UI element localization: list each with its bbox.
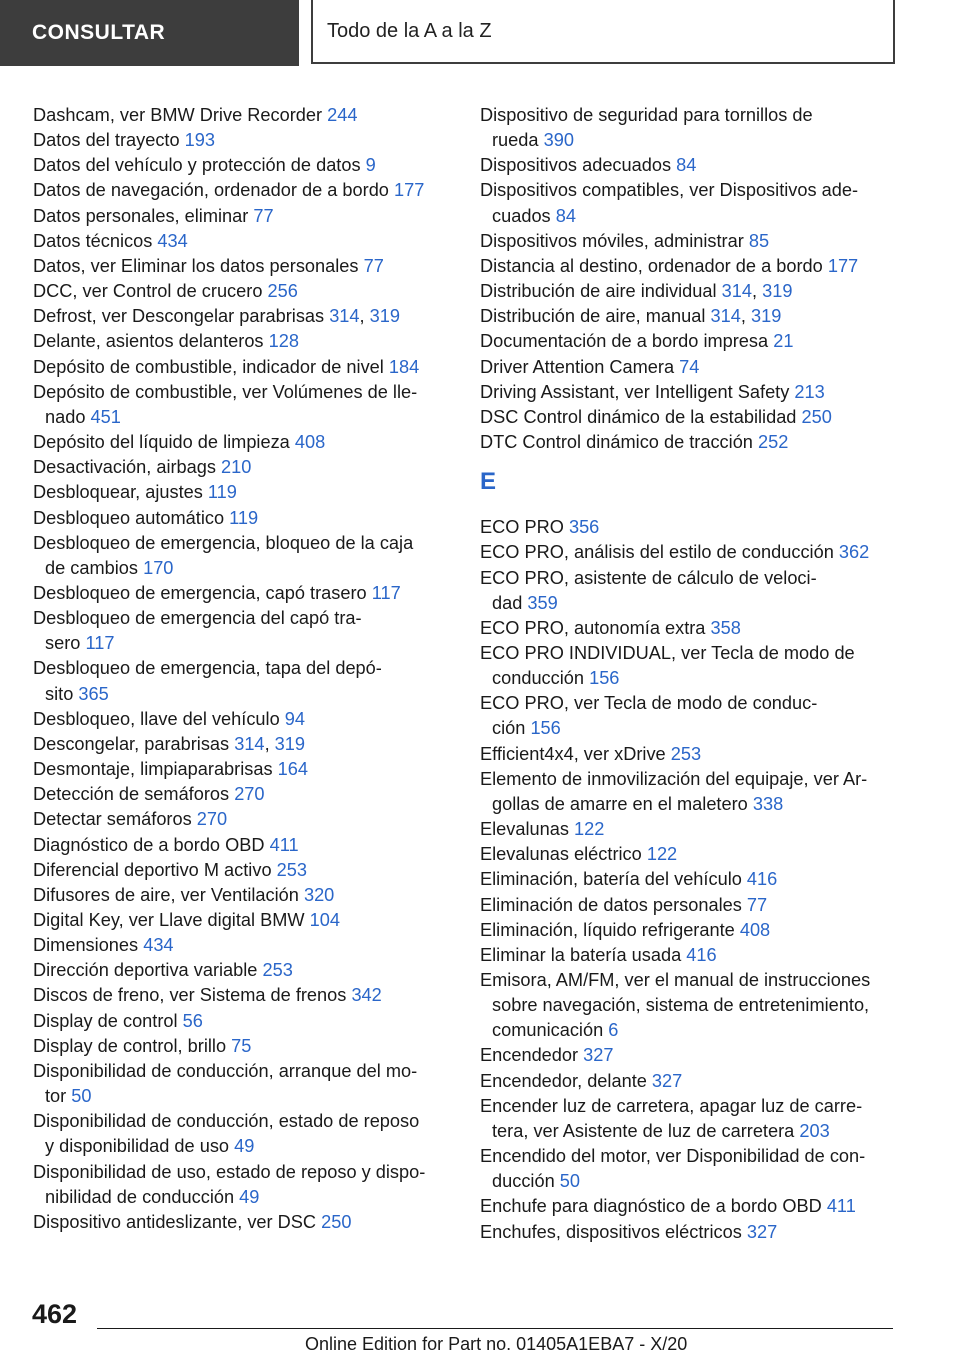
page-reference-link[interactable]: 320 [303, 884, 335, 905]
index-entry-term: Datos del trayecto [33, 130, 180, 151]
index-entry [33, 782, 453, 807]
index-entry-term: Depósito del líquido de limpieza [33, 432, 290, 453]
index-entry [480, 1194, 905, 1219]
index-entry [480, 616, 905, 641]
index-entry-term: Disponibilidad de conducción, arranque del mo- tor [33, 1060, 418, 1107]
index-entry: Descongelar, parabrisas 314, 319 [33, 733, 306, 754]
index-entry [480, 153, 905, 178]
page-number: 462 [32, 1299, 78, 1329]
page-reference-link[interactable]: 94 [284, 708, 306, 729]
index-entry [480, 691, 905, 741]
index-entry-term: Delante, asientos delanteros [33, 331, 264, 352]
page-reference-link[interactable]: 253 [670, 743, 702, 764]
index-entry [33, 858, 453, 883]
index-entry-term: DTC Control dinámico de tracción [480, 432, 753, 453]
page-reference-link[interactable]: 362 [838, 542, 870, 563]
index-entry-term: Datos técnicos [33, 230, 153, 251]
page-reference-link[interactable]: 128 [268, 331, 299, 352]
index-entry [33, 204, 453, 229]
page-reference-link[interactable]: 85 [748, 230, 770, 251]
page-reference-link[interactable]: 356 [568, 517, 600, 538]
page-reference-link[interactable]: 314 [710, 306, 741, 327]
section-letter-e: E [480, 468, 497, 496]
index-entry: Distribución de aire individual 314, 319 [480, 281, 793, 302]
index-entry [33, 506, 453, 531]
index-entry: Distribución de aire, manual 314, 319 [480, 306, 782, 327]
page-reference-link[interactable]: 416 [746, 869, 778, 890]
index-entry [480, 867, 905, 892]
index-entry [33, 833, 453, 858]
index-entry [480, 229, 905, 254]
index-entry [480, 430, 905, 455]
page-reference-link[interactable]: 338 [752, 793, 784, 814]
chapter-title: Todo de la A a la Z [311, 0, 895, 64]
index-entry-term: Datos, ver Eliminar los datos personales [33, 255, 359, 276]
index-entry-term: Discos de freno, ver Sistema de frenos [33, 985, 347, 1006]
index-entry-term: Desmontaje, limpiaparabrisas [33, 759, 273, 780]
page-reference-link[interactable]: 170 [143, 557, 174, 578]
page-reference-link[interactable]: 104 [309, 910, 340, 930]
index-entry [33, 1059, 453, 1109]
index-entry-term: Enchufes, dispositivos eléctricos [480, 1221, 742, 1242]
index-column-left [33, 103, 453, 1235]
index-entry [480, 515, 905, 540]
page-reference-link[interactable]: 411 [269, 834, 299, 855]
index-entry-term: Efficient4x4, ver xDrive [480, 743, 666, 764]
page-reference-link[interactable]: 319 [750, 306, 782, 327]
index-entry [480, 742, 905, 767]
index-entry-term: Digital Key, ver Llave digital BMW [33, 910, 305, 930]
index-entry [33, 329, 453, 354]
index-entry-term: Encender luz de carretera, apagar luz de carre- tera, ver Asistente de luz de carretera [480, 1095, 863, 1141]
index-entry-term: Encendedor, delante [480, 1070, 647, 1091]
index-entry-term: Dispositivo de seguridad para tornillos de rueda [480, 105, 813, 151]
footer-edition: Online Edition for Part no. 01405A1EBA7 - X/20 [305, 1334, 688, 1354]
index-entry-term: Elemento de inmovilización del equipaje, ver Ar- gollas de amarre en el maletero [480, 768, 868, 814]
page-reference-link[interactable]: 434 [157, 230, 188, 251]
section-tab[interactable]: CONSULTAR [0, 0, 299, 66]
index-entry-term: Eliminar la batería usada [480, 944, 682, 965]
index-entry-term: Datos personales, eliminar [33, 205, 249, 226]
page-reference-link[interactable]: 314 [329, 306, 360, 327]
index-entry-term: Detección de semáforos [33, 784, 230, 805]
index-entry [480, 103, 905, 153]
footer-divider [97, 1328, 893, 1329]
index-entry-term: Descongelar, parabrisas [33, 733, 230, 754]
index-entry [480, 1220, 905, 1245]
page-reference-link[interactable]: 411 [826, 1196, 856, 1217]
page-reference-link[interactable]: 164 [277, 759, 308, 780]
index-entry [33, 933, 453, 958]
index-entry-term: Dirección deportiva variable [33, 960, 258, 981]
index-entry [480, 254, 905, 279]
index-entry [33, 430, 453, 455]
index-entry [33, 480, 453, 505]
page-reference-link[interactable]: 177 [394, 180, 425, 201]
index-entry [33, 1009, 453, 1034]
index-entry-term: Elevalunas eléctrico [480, 844, 642, 865]
index-entry-term: Detectar semáforos [33, 809, 192, 830]
index-entry-term: Encendedor [480, 1045, 579, 1066]
index-entry-term: Distribución de aire individual [480, 281, 717, 302]
page-reference-link[interactable]: 252 [757, 432, 789, 453]
index-entry [33, 380, 453, 430]
page-reference-link[interactable]: 416 [686, 944, 717, 965]
index-entry-term: Diagnóstico de a bordo OBD [33, 834, 265, 855]
index-entry-term: Desbloqueo de emergencia, tapa del depó- sito [33, 658, 382, 704]
index-entry [480, 1043, 905, 1068]
index-entry-term: Documentación de a bordo impresa [480, 331, 769, 352]
page-reference-link[interactable]: 21 [773, 331, 794, 352]
page-reference-link[interactable]: 327 [746, 1221, 778, 1242]
page-reference-link[interactable]: 342 [351, 985, 382, 1006]
index-entry [33, 128, 453, 153]
index-entry [480, 1069, 905, 1094]
page-reference-link[interactable]: 177 [827, 255, 859, 276]
page-reference-link[interactable]: 75 [231, 1035, 252, 1056]
index-entry [33, 103, 453, 128]
page-reference-link[interactable]: 253 [276, 859, 307, 880]
page-reference-link[interactable]: 270 [234, 784, 265, 805]
page-reference-link[interactable]: 49 [239, 1186, 260, 1207]
index-column-right [480, 103, 905, 1245]
index-entry-term: Eliminación de datos personales [480, 894, 742, 915]
index-entry [33, 958, 453, 983]
page-reference-link[interactable]: 256 [267, 281, 298, 302]
index-entry [33, 807, 453, 832]
index-entry [480, 943, 905, 968]
index-entry [33, 581, 453, 606]
page-reference-link[interactable]: 250 [801, 406, 832, 427]
index-entry-term: Defrost, ver Descongelar parabrisas [33, 306, 325, 327]
page-reference-link[interactable]: 117 [85, 633, 115, 654]
index-entry [33, 883, 453, 908]
page-header [0, 0, 960, 66]
page-reference-link[interactable]: 117 [371, 582, 401, 603]
index-entry-term: Dimensiones [33, 935, 139, 956]
index-entry-term: Dispositivos compatibles, ver Dispositivos ade- cuados [480, 180, 859, 226]
index-entry-term: Desactivación, airbags [33, 457, 216, 478]
index-entry [33, 355, 453, 380]
index-entry-term: Encendido del motor, ver Disponibilidad de con- ducción [480, 1146, 866, 1192]
index-entry-term: Datos del vehículo y protección de datos [33, 155, 361, 176]
page-reference-link[interactable]: 253 [262, 960, 293, 981]
index-entry [480, 355, 905, 380]
page-reference-link[interactable]: 77 [746, 894, 768, 915]
index-entry-term: Desbloquear, ajustes [33, 482, 203, 503]
page-reference-link[interactable]: 77 [253, 205, 274, 226]
index-entry [480, 1144, 905, 1194]
index-entry-term: Dispositivo antideslizante, ver DSC [33, 1211, 317, 1232]
index-entry-term: ECO PRO, asistente de cálculo de veloci- dad [480, 567, 817, 613]
page-reference-link[interactable]: 250 [321, 1211, 352, 1232]
index-entry [480, 405, 905, 430]
page-reference-link[interactable]: 314 [721, 281, 752, 302]
page-reference-link[interactable]: 56 [182, 1010, 203, 1031]
index-entry [33, 279, 453, 304]
index-entry [480, 1094, 905, 1144]
index-entry-term: DSC Control dinámico de la estabilidad [480, 406, 797, 427]
page-reference-link[interactable]: 122 [574, 819, 605, 840]
page-reference-link[interactable]: 210 [221, 457, 252, 478]
index-entry [480, 918, 905, 943]
page-reference-link[interactable]: 244 [327, 105, 358, 125]
page-reference-link[interactable]: 327 [651, 1070, 683, 1091]
index-entry [33, 455, 453, 480]
index-entry-term: Emisora, AM/FM, ver el manual de instrucciones sobre navegación, sistema de entretenimiento, comunicación [480, 970, 871, 1041]
index-entry [480, 641, 905, 691]
index-entry [33, 606, 453, 656]
index-entry [480, 380, 905, 405]
index-entry [480, 178, 905, 228]
index-entry [33, 1109, 453, 1159]
index-entry [480, 842, 905, 867]
index-group-e [480, 515, 905, 1245]
index-entry-term: Disponibilidad de conducción, estado de reposo y disponibilidad de uso [33, 1111, 420, 1157]
index-entry [33, 908, 453, 933]
index-entry [33, 1034, 453, 1059]
index-entry-term: Elevalunas [480, 819, 569, 840]
index-entry [33, 1210, 453, 1235]
page-reference-link[interactable]: 203 [799, 1120, 830, 1141]
index-entry-term: DCC, ver Control de crucero [33, 281, 263, 302]
index-entry-term: Desbloqueo de emergencia del capó tra- sero [33, 608, 362, 654]
index-entry-term: Depósito de combustible, indicador de nivel [33, 356, 384, 377]
index-entry-term: Desbloqueo de emergencia, capó trasero [33, 582, 367, 603]
page-reference-link[interactable]: 213 [794, 381, 825, 402]
index-entry [480, 767, 905, 817]
index-entry-term: Datos de navegación, ordenador de a bordo [33, 180, 389, 201]
page-reference-link[interactable]: 408 [739, 919, 771, 940]
index-entry [33, 707, 453, 732]
page-reference-link[interactable]: 319 [369, 306, 401, 327]
page-reference-link[interactable]: 434 [143, 935, 174, 956]
page-reference-link[interactable]: 49 [234, 1136, 255, 1157]
page-reference-link[interactable]: 193 [184, 130, 216, 151]
index-entry [33, 983, 453, 1008]
index-entry [33, 531, 453, 581]
page-reference-link[interactable]: 119 [207, 482, 237, 503]
index-entry-term: ECO PRO, ver Tecla de modo de conduc- ción [480, 693, 818, 739]
page-reference-link[interactable]: 77 [363, 255, 384, 276]
index-entry-term: ECO PRO INDIVIDUAL, ver Tecla de modo de conducción [480, 642, 855, 689]
page-reference-link[interactable]: 84 [676, 155, 697, 176]
index-entry-term: Disponibilidad de uso, estado de reposo y dispo- nibilidad de conducción [33, 1161, 426, 1207]
page-reference-link[interactable]: 50 [559, 1171, 580, 1192]
index-entry-term: Display de control [33, 1010, 178, 1031]
index-entry-term: ECO PRO [480, 517, 564, 538]
page-reference-link[interactable]: 314 [234, 733, 265, 754]
index-entry-term: Dashcam, ver BMW Drive Recorder [33, 105, 323, 125]
index-entry [33, 254, 453, 279]
index-group-d [480, 103, 905, 455]
page-reference-link[interactable]: 359 [527, 592, 558, 613]
page-reference-link[interactable]: 6 [608, 1020, 619, 1041]
index-entry: Defrost, ver Descongelar parabrisas 314, 319 [33, 306, 401, 327]
page-reference-link[interactable]: 156 [589, 668, 620, 689]
page-reference-link[interactable]: 156 [530, 718, 561, 739]
index-entry-term: Desbloqueo, llave del vehículo [33, 708, 280, 729]
page-reference-link[interactable]: 122 [646, 844, 678, 865]
page-reference-link[interactable]: 358 [710, 617, 741, 638]
page-reference-link[interactable]: 390 [543, 130, 574, 151]
index-entry-term: Dispositivos móviles, administrar [480, 230, 744, 251]
index-entry-term: Display de control, brillo [33, 1035, 227, 1056]
index-entry [480, 540, 905, 565]
index-entry [480, 817, 905, 842]
page-reference-link[interactable]: 84 [555, 205, 576, 226]
page-reference-link[interactable]: 50 [71, 1086, 92, 1107]
page-reference-link[interactable]: 270 [196, 809, 228, 830]
index-entry-term: Distancia al destino, ordenador de a bordo [480, 255, 823, 276]
index-entry [33, 229, 453, 254]
index-entry [480, 566, 905, 616]
index-entry-term: Eliminación, líquido refrigerante [480, 919, 735, 940]
index-entry-term: ECO PRO, análisis del estilo de conducción [480, 542, 834, 563]
page-reference-link[interactable]: 451 [90, 406, 121, 427]
index-entry-term: Enchufe para diagnóstico de a bordo OBD [480, 1196, 822, 1217]
page-reference-link[interactable]: 365 [78, 683, 109, 704]
index-entry [480, 329, 905, 354]
index-entry [33, 1160, 453, 1210]
index-entry-term: Depósito de combustible, ver Volúmenes de lle- nado [33, 381, 418, 427]
index-entry [33, 656, 453, 706]
index-entry [33, 178, 453, 203]
index-entry [33, 153, 453, 178]
page-reference-link[interactable]: 319 [274, 733, 306, 754]
index-entry [480, 968, 905, 1043]
index-entry [480, 893, 905, 918]
index-entry-term: Distribución de aire, manual [480, 306, 706, 327]
index-entry-term: Eliminación, batería del vehículo [480, 869, 742, 890]
index-entry-term: Desbloqueo automático [33, 507, 225, 528]
page-reference-link[interactable]: 119 [229, 507, 259, 528]
page-reference-link[interactable]: 327 [583, 1045, 614, 1066]
page-reference-link[interactable]: 9 [365, 155, 376, 176]
index-entry-term: Difusores de aire, ver Ventilación [33, 884, 299, 905]
page-reference-link[interactable]: 74 [679, 356, 700, 377]
page-reference-link[interactable]: 408 [294, 432, 326, 453]
page-reference-link[interactable]: 184 [388, 356, 420, 377]
index-entry-term: Dispositivos adecuados [480, 155, 672, 176]
index-entry [33, 757, 453, 782]
index-entry-term: ECO PRO, autonomía extra [480, 617, 706, 638]
index-entry-term: Driver Attention Camera [480, 356, 675, 377]
index-entry-term: Diferencial deportivo M activo [33, 859, 272, 880]
index-entry-term: Driving Assistant, ver Intelligent Safety [480, 381, 790, 402]
index-entry-term: Desbloqueo de emergencia, bloqueo de la caja de cambios [33, 532, 414, 578]
page-reference-link[interactable]: 319 [762, 281, 793, 302]
